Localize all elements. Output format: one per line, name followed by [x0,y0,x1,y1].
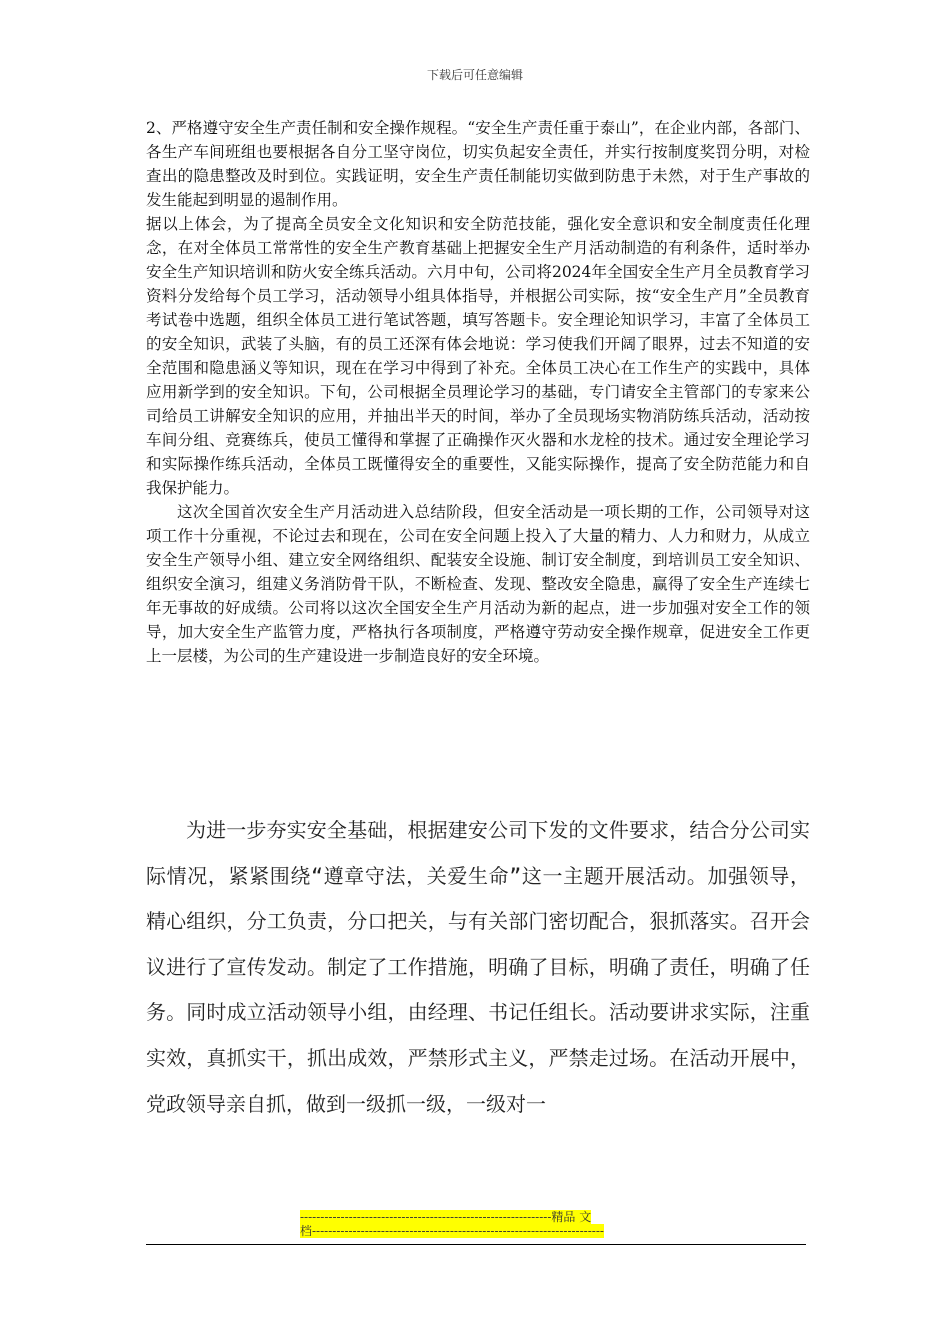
footer-line-1: --------------------------------------------------------------精品 文 [300,1210,592,1224]
paragraph-training: 据以上体会，为了提高全员安全文化知识和安全防范技能，强化安全意识和安全制度责任化理念，在对全体员工常常性的安全生产教育基础上把握安全生产月活动制造的有利条件，适时举办安全生产知识培训和防火安全练兵活动。六月中旬，公司将2024年全国安全生产月全员教育学习资料分发给每个员工学习，活动领导小组具体指导，并根据公司实际，按“安全生产月”全员教育考试卷中选题，组织全体员工进行笔试答题，填写答题卡。安全理论知识学习，丰富了全体员工的安全知识，武装了头脑，有的员工还深有体会地说：学习使我们开阔了眼界，过去不知道的安全范围和隐患涵义等知识，现在在学习中得到了补充。全体员工决心在工作生产的实践中，具体应用新学到的安全知识。下旬，公司根据全员理论学习的基础，专门请安全主管部门的专家来公司给员工讲解安全知识的应用，并抽出半天的时间，举办了全员现场实物消防练兵活动，活动按车间分组、竞赛练兵，使员工懂得和掌握了正确操作灭火器和水龙栓的技术。通过安全理论学习和实际操作练兵活动，全体员工既懂得安全的重要性，又能实际操作，提高了安全防范能力和自我保护能力。 [146,215,810,497]
footer-line-2: 档------------------------------------------------------------------------ [300,1224,604,1238]
paragraph-responsibility: 2、严格遵守安全生产责任制和安全操作规程。“安全生产责任重于泰山”，在企业内部，各部门、各生产车间班组也要根据各自分工坚守岗位，切实负起安全责任，并实行按制度奖罚分明，对检查出的隐患整改及时到位。实践证明，安全生产责任制能切实做到防患于未然，对于生产事故的发生能起到明显的遏制作用。 [146,119,810,209]
page-header: 下载后可任意编辑 [426,68,523,82]
document-body [146,116,810,668]
document-body-large [146,808,810,1127]
footer-divider [146,1244,806,1245]
page-footer [300,1210,650,1238]
paragraph-summary: 这次全国首次安全生产月活动进入总结阶段，但安全活动是一项长期的工作，公司领导对这项工作十分重视，不论过去和现在，公司在安全问题上投入了大量的精力、人力和财力，从成立安全生产领导小组、建立安全网络组织、配装安全设施、制订安全制度，到培训员工安全知识、组织安全演习，组建义务消防骨干队，不断检查、发现、整改安全隐患，赢得了安全生产连续七年无事故的好成绩。公司将以这次全国安全生产月活动为新的起点，进一步加强对安全工作的领导，加大安全生产监管力度，严格执行各项制度，严格遵守劳动安全操作规章，促进安全工作更上一层楼，为公司的生产建设进一步制造良好的安全环境。 [146,503,810,665]
paragraph-activity: 为进一步夯实安全基础，根据建安公司下发的文件要求，结合分公司实际情况，紧紧围绕“遵章守法，关爱生命”这一主题开展活动。加强领导，精心组织，分工负责，分口把关，与有关部门密切配合，狠抓落实。召开会议进行了宣传发动。制定了工作措施，明确了目标，明确了责任，明确了任务。同时成立活动领导小组，由经理、书记任组长。活动要讲求实际，注重实效，真抓实干，抓出成效，严禁形式主义，严禁走过场。在活动开展中，党政领导亲自抓，做到一级抓一级，一级对一 [146,818,810,1116]
